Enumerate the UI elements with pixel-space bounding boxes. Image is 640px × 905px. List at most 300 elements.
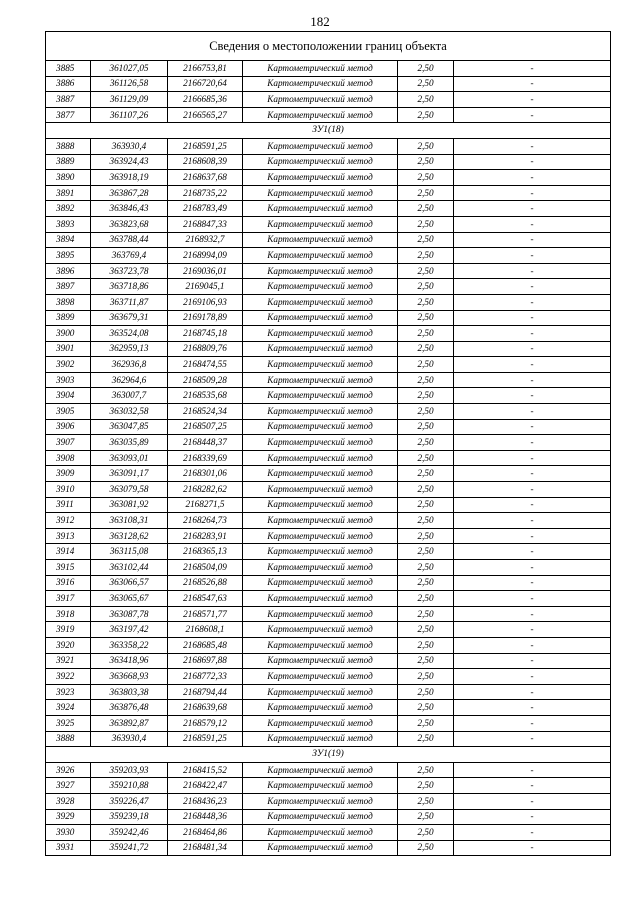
x-coordinate-cell: 359241,72 [91,840,168,856]
description-cell: - [454,793,611,809]
table-row [46,279,611,295]
method-cell: Картометрический метод [243,575,398,591]
description-cell: - [454,404,611,420]
method-cell: Картометрический метод [243,622,398,638]
table-row [46,450,611,466]
table-row [46,653,611,669]
method-cell: Картометрический метод [243,669,398,685]
y-coordinate-cell: 2168571,77 [168,606,243,622]
method-cell: Картометрический метод [243,435,398,451]
accuracy-cell: 2,50 [398,61,454,77]
description-cell: - [454,762,611,778]
description-cell: - [454,731,611,747]
table-body [46,32,611,856]
y-coordinate-cell: 2168415,52 [168,762,243,778]
x-coordinate-cell: 362959,13 [91,341,168,357]
y-coordinate-cell: 2168422,47 [168,778,243,794]
description-cell: - [454,341,611,357]
accuracy-cell: 2,50 [398,528,454,544]
accuracy-cell: 2,50 [398,216,454,232]
x-coordinate-cell: 363930,4 [91,138,168,154]
y-coordinate-cell: 2168339,69 [168,450,243,466]
accuracy-cell: 2,50 [398,622,454,638]
point-number-cell: 3905 [46,404,91,420]
table-row [46,263,611,279]
x-coordinate-cell: 363788,44 [91,232,168,248]
table-row [46,216,611,232]
method-cell: Картометрический метод [243,404,398,420]
accuracy-cell: 2,50 [398,513,454,529]
table-row [46,341,611,357]
page-number: 182 [310,14,330,29]
table-row [46,232,611,248]
y-coordinate-cell: 2166720,64 [168,76,243,92]
description-cell: - [454,310,611,326]
accuracy-cell: 2,50 [398,762,454,778]
table-row [46,201,611,217]
point-number-cell: 3918 [46,606,91,622]
method-cell: Картометрический метод [243,778,398,794]
y-coordinate-cell: 2168847,33 [168,216,243,232]
x-coordinate-cell: 363128,62 [91,528,168,544]
description-cell: - [454,372,611,388]
section-header-row [46,123,611,139]
point-number-cell: 3894 [46,232,91,248]
x-coordinate-cell: 359210,88 [91,778,168,794]
x-coordinate-cell: 363035,89 [91,435,168,451]
accuracy-cell: 2,50 [398,809,454,825]
point-number-cell: 3893 [46,216,91,232]
x-coordinate-cell: 363087,78 [91,606,168,622]
description-cell: - [454,263,611,279]
method-cell: Картометрический метод [243,201,398,217]
point-number-cell: 3922 [46,669,91,685]
x-coordinate-cell: 362964,6 [91,372,168,388]
method-cell: Картометрический метод [243,61,398,77]
point-number-cell: 3904 [46,388,91,404]
accuracy-cell: 2,50 [398,154,454,170]
y-coordinate-cell: 2168301,06 [168,466,243,482]
y-coordinate-cell: 2169036,01 [168,263,243,279]
method-cell: Картометрический метод [243,482,398,498]
table-row [46,154,611,170]
accuracy-cell: 2,50 [398,637,454,653]
point-number-cell: 3885 [46,61,91,77]
point-number-cell: 3888 [46,138,91,154]
table-row [46,560,611,576]
accuracy-cell: 2,50 [398,591,454,607]
table-row [46,513,611,529]
x-coordinate-cell: 363079,58 [91,482,168,498]
description-cell: - [454,170,611,186]
section-label: ЗУ1(19) [46,747,611,763]
y-coordinate-cell: 2168637,68 [168,170,243,186]
table-row [46,138,611,154]
accuracy-cell: 2,50 [398,606,454,622]
y-coordinate-cell: 2168507,25 [168,419,243,435]
point-number-cell: 3902 [46,357,91,373]
description-cell: - [454,76,611,92]
method-cell: Картометрический метод [243,279,398,295]
accuracy-cell: 2,50 [398,310,454,326]
y-coordinate-cell: 2168794,44 [168,684,243,700]
accuracy-cell: 2,50 [398,372,454,388]
description-cell: - [454,294,611,310]
method-cell: Картометрический метод [243,825,398,841]
method-cell: Картометрический метод [243,294,398,310]
point-number-cell: 3877 [46,107,91,123]
table-row [46,61,611,77]
section-label: ЗУ1(18) [46,123,611,139]
point-number-cell: 3920 [46,637,91,653]
point-number-cell: 3908 [46,450,91,466]
y-coordinate-cell: 2168591,25 [168,731,243,747]
y-coordinate-cell: 2168639,68 [168,700,243,716]
y-coordinate-cell: 2168579,12 [168,715,243,731]
table-row [46,544,611,560]
method-cell: Картометрический метод [243,216,398,232]
x-coordinate-cell: 363930,4 [91,731,168,747]
description-cell: - [454,435,611,451]
table-row [46,185,611,201]
method-cell: Картометрический метод [243,263,398,279]
x-coordinate-cell: 363065,67 [91,591,168,607]
description-cell: - [454,575,611,591]
y-coordinate-cell: 2166565,27 [168,107,243,123]
y-coordinate-cell: 2168448,37 [168,435,243,451]
table-row [46,731,611,747]
x-coordinate-cell: 363524,08 [91,326,168,342]
point-number-cell: 3901 [46,341,91,357]
x-coordinate-cell: 359242,46 [91,825,168,841]
y-coordinate-cell: 2168608,39 [168,154,243,170]
method-cell: Картометрический метод [243,840,398,856]
description-cell: - [454,92,611,108]
description-cell: - [454,216,611,232]
table-row [46,762,611,778]
table-row [46,357,611,373]
description-cell: - [454,138,611,154]
accuracy-cell: 2,50 [398,793,454,809]
accuracy-cell: 2,50 [398,778,454,794]
table-row [46,92,611,108]
table-title: Сведения о местоположении границ объекта [46,32,611,61]
y-coordinate-cell: 2168685,48 [168,637,243,653]
point-number-cell: 3897 [46,279,91,295]
point-number-cell: 3917 [46,591,91,607]
accuracy-cell: 2,50 [398,482,454,498]
point-number-cell: 3892 [46,201,91,217]
x-coordinate-cell: 362936,8 [91,357,168,373]
point-number-cell: 3890 [46,170,91,186]
y-coordinate-cell: 2168504,09 [168,560,243,576]
accuracy-cell: 2,50 [398,669,454,685]
x-coordinate-cell: 363711,87 [91,294,168,310]
x-coordinate-cell: 363108,31 [91,513,168,529]
point-number-cell: 3903 [46,372,91,388]
method-cell: Картометрический метод [243,591,398,607]
method-cell: Картометрический метод [243,715,398,731]
method-cell: Картометрический метод [243,154,398,170]
table-row [46,310,611,326]
table-row [46,825,611,841]
method-cell: Картометрический метод [243,372,398,388]
table-row [46,372,611,388]
accuracy-cell: 2,50 [398,388,454,404]
x-coordinate-cell: 361107,26 [91,107,168,123]
x-coordinate-cell: 363668,93 [91,669,168,685]
table-row [46,497,611,513]
description-cell: - [454,622,611,638]
description-cell: - [454,482,611,498]
accuracy-cell: 2,50 [398,279,454,295]
point-number-cell: 3923 [46,684,91,700]
description-cell: - [454,653,611,669]
table-row [46,388,611,404]
table-row [46,76,611,92]
x-coordinate-cell: 363723,78 [91,263,168,279]
description-cell: - [454,248,611,264]
description-cell: - [454,357,611,373]
accuracy-cell: 2,50 [398,170,454,186]
description-cell: - [454,700,611,716]
table-row [46,419,611,435]
y-coordinate-cell: 2168608,1 [168,622,243,638]
y-coordinate-cell: 2168994,09 [168,248,243,264]
method-cell: Картометрический метод [243,248,398,264]
accuracy-cell: 2,50 [398,560,454,576]
description-cell: - [454,232,611,248]
description-cell: - [454,61,611,77]
table-row [46,435,611,451]
point-number-cell: 3919 [46,622,91,638]
point-number-cell: 3907 [46,435,91,451]
table-row [46,294,611,310]
description-cell: - [454,825,611,841]
accuracy-cell: 2,50 [398,294,454,310]
x-coordinate-cell: 359226,47 [91,793,168,809]
table-row [46,809,611,825]
y-coordinate-cell: 2166685,36 [168,92,243,108]
description-cell: - [454,778,611,794]
y-coordinate-cell: 2168283,91 [168,528,243,544]
x-coordinate-cell: 363032,58 [91,404,168,420]
table-row [46,700,611,716]
accuracy-cell: 2,50 [398,700,454,716]
accuracy-cell: 2,50 [398,653,454,669]
accuracy-cell: 2,50 [398,544,454,560]
x-coordinate-cell: 363876,48 [91,700,168,716]
x-coordinate-cell: 361027,05 [91,61,168,77]
point-number-cell: 3889 [46,154,91,170]
point-number-cell: 3924 [46,700,91,716]
x-coordinate-cell: 363823,68 [91,216,168,232]
accuracy-cell: 2,50 [398,419,454,435]
method-cell: Картометрический метод [243,637,398,653]
boundary-coordinates-table [45,31,611,856]
method-cell: Картометрический метод [243,107,398,123]
x-coordinate-cell: 363846,43 [91,201,168,217]
table-row [46,248,611,264]
point-number-cell: 3895 [46,248,91,264]
y-coordinate-cell: 2168282,62 [168,482,243,498]
table-row [46,622,611,638]
accuracy-cell: 2,50 [398,138,454,154]
method-cell: Картометрический метод [243,310,398,326]
description-cell: - [454,450,611,466]
table-row [46,107,611,123]
y-coordinate-cell: 2168481,34 [168,840,243,856]
table-row [46,637,611,653]
description-cell: - [454,840,611,856]
y-coordinate-cell: 2168772,33 [168,669,243,685]
y-coordinate-cell: 2168526,88 [168,575,243,591]
accuracy-cell: 2,50 [398,201,454,217]
y-coordinate-cell: 2168436,23 [168,793,243,809]
y-coordinate-cell: 2168264,73 [168,513,243,529]
point-number-cell: 3911 [46,497,91,513]
x-coordinate-cell: 363918,19 [91,170,168,186]
method-cell: Картометрический метод [243,232,398,248]
x-coordinate-cell: 363066,57 [91,575,168,591]
description-cell: - [454,513,611,529]
table-row [46,466,611,482]
y-coordinate-cell: 2168932,7 [168,232,243,248]
description-cell: - [454,185,611,201]
point-number-cell: 3898 [46,294,91,310]
point-number-cell: 3912 [46,513,91,529]
y-coordinate-cell: 2168809,76 [168,341,243,357]
point-number-cell: 3887 [46,92,91,108]
accuracy-cell: 2,50 [398,466,454,482]
table-row [46,528,611,544]
x-coordinate-cell: 363081,92 [91,497,168,513]
x-coordinate-cell: 363718,86 [91,279,168,295]
accuracy-cell: 2,50 [398,450,454,466]
x-coordinate-cell: 359203,93 [91,762,168,778]
point-number-cell: 3916 [46,575,91,591]
table-row [46,482,611,498]
accuracy-cell: 2,50 [398,731,454,747]
x-coordinate-cell: 363102,44 [91,560,168,576]
method-cell: Картометрический метод [243,388,398,404]
point-number-cell: 3930 [46,825,91,841]
x-coordinate-cell: 363358,22 [91,637,168,653]
x-coordinate-cell: 363091,17 [91,466,168,482]
method-cell: Картометрический метод [243,700,398,716]
description-cell: - [454,419,611,435]
description-cell: - [454,560,611,576]
point-number-cell: 3915 [46,560,91,576]
description-cell: - [454,591,611,607]
accuracy-cell: 2,50 [398,248,454,264]
point-number-cell: 3929 [46,809,91,825]
accuracy-cell: 2,50 [398,92,454,108]
y-coordinate-cell: 2168591,25 [168,138,243,154]
y-coordinate-cell: 2168524,34 [168,404,243,420]
accuracy-cell: 2,50 [398,575,454,591]
y-coordinate-cell: 2168783,49 [168,201,243,217]
description-cell: - [454,326,611,342]
accuracy-cell: 2,50 [398,497,454,513]
description-cell: - [454,669,611,685]
y-coordinate-cell: 2168697,88 [168,653,243,669]
method-cell: Картометрический метод [243,185,398,201]
point-number-cell: 3931 [46,840,91,856]
y-coordinate-cell: 2168474,55 [168,357,243,373]
accuracy-cell: 2,50 [398,840,454,856]
point-number-cell: 3891 [46,185,91,201]
method-cell: Картометрический метод [243,92,398,108]
x-coordinate-cell: 363007,7 [91,388,168,404]
section-header-row [46,747,611,763]
x-coordinate-cell: 363047,85 [91,419,168,435]
table-row [46,606,611,622]
x-coordinate-cell: 359239,18 [91,809,168,825]
description-cell: - [454,715,611,731]
method-cell: Картометрический метод [243,513,398,529]
x-coordinate-cell: 363769,4 [91,248,168,264]
accuracy-cell: 2,50 [398,185,454,201]
x-coordinate-cell: 363197,42 [91,622,168,638]
y-coordinate-cell: 2168735,22 [168,185,243,201]
method-cell: Картометрический метод [243,357,398,373]
accuracy-cell: 2,50 [398,684,454,700]
description-cell: - [454,279,611,295]
table-row [46,326,611,342]
y-coordinate-cell: 2169045,1 [168,279,243,295]
accuracy-cell: 2,50 [398,715,454,731]
x-coordinate-cell: 363115,08 [91,544,168,560]
accuracy-cell: 2,50 [398,107,454,123]
table-row [46,840,611,856]
point-number-cell: 3896 [46,263,91,279]
y-coordinate-cell: 2168745,18 [168,326,243,342]
method-cell: Картометрический метод [243,809,398,825]
point-number-cell: 3913 [46,528,91,544]
accuracy-cell: 2,50 [398,341,454,357]
method-cell: Картометрический метод [243,544,398,560]
y-coordinate-cell: 2168535,68 [168,388,243,404]
point-number-cell: 3927 [46,778,91,794]
x-coordinate-cell: 363867,28 [91,185,168,201]
table-row [46,669,611,685]
description-cell: - [454,388,611,404]
x-coordinate-cell: 363803,38 [91,684,168,700]
description-cell: - [454,201,611,217]
method-cell: Картометрический метод [243,138,398,154]
point-number-cell: 3928 [46,793,91,809]
method-cell: Картометрический метод [243,170,398,186]
y-coordinate-cell: 2168271,5 [168,497,243,513]
y-coordinate-cell: 2169178,89 [168,310,243,326]
x-coordinate-cell: 363924,43 [91,154,168,170]
accuracy-cell: 2,50 [398,326,454,342]
description-cell: - [454,684,611,700]
description-cell: - [454,528,611,544]
method-cell: Картометрический метод [243,450,398,466]
table-row [46,793,611,809]
y-coordinate-cell: 2168509,28 [168,372,243,388]
x-coordinate-cell: 361126,58 [91,76,168,92]
description-cell: - [454,606,611,622]
method-cell: Картометрический метод [243,762,398,778]
table-title-row [46,32,611,61]
point-number-cell: 3900 [46,326,91,342]
accuracy-cell: 2,50 [398,404,454,420]
method-cell: Картометрический метод [243,466,398,482]
method-cell: Картометрический метод [243,497,398,513]
